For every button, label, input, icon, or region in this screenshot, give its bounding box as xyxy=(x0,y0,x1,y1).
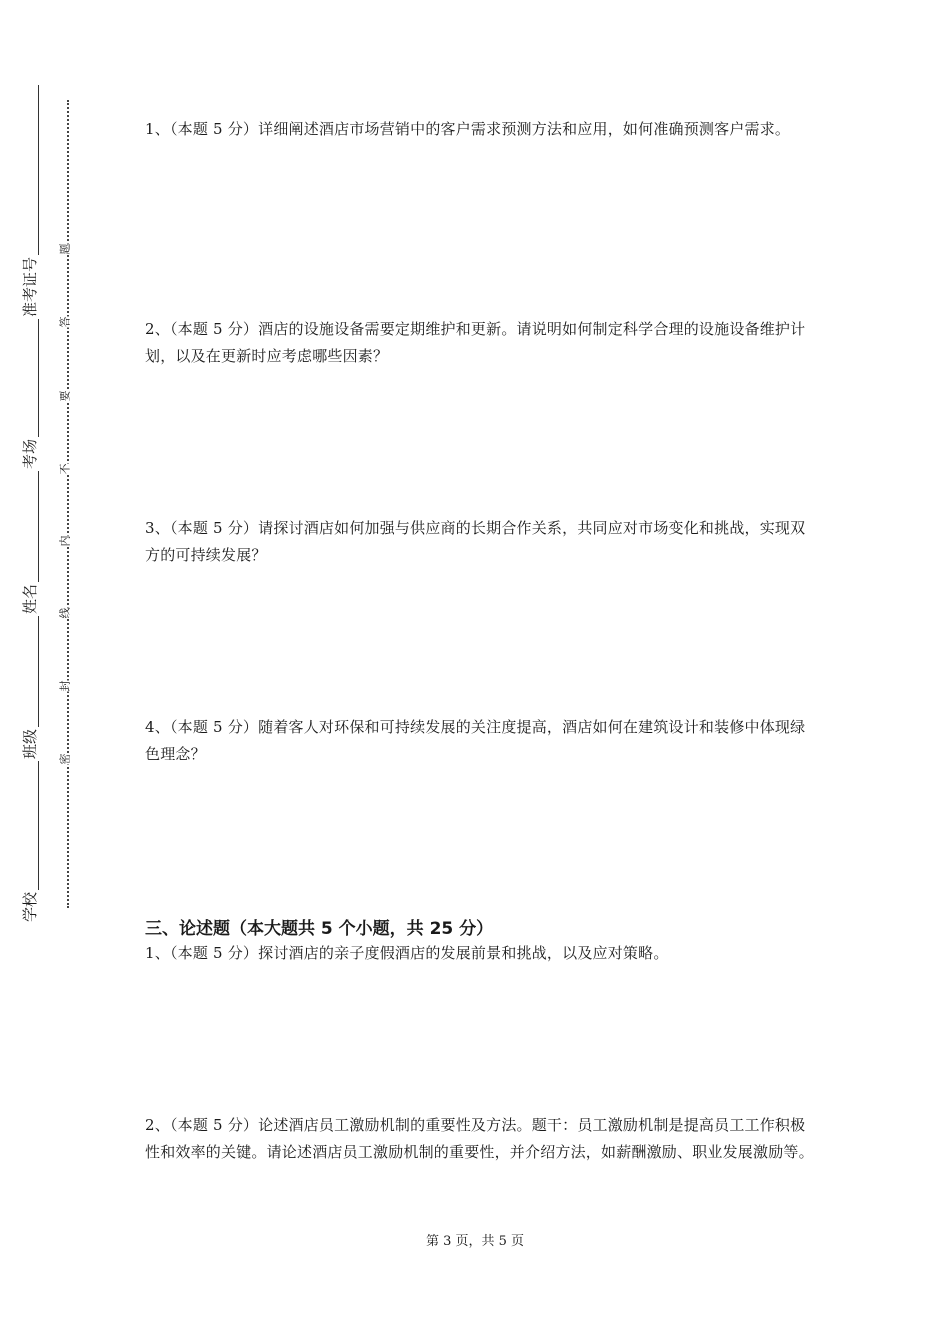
seal-char: 线 xyxy=(58,607,72,619)
label-school: 学校 xyxy=(21,891,40,923)
label-name: 姓名 xyxy=(21,583,40,615)
question-3-2: 2、（本题 5 分）论述酒店员工激励机制的重要性及方法。题干：员工激励机制是提高员工工作积极性和效率的关键。请论述酒店员工激励机制的重要性，并介绍方法，如薪酬激励、职业发展激励等。 xyxy=(145,1116,814,1161)
seal-char: 不 xyxy=(58,463,72,475)
section-title: 三、论述题（本大题共 5 个小题，共 25 分） xyxy=(145,919,494,939)
page-number: 第 3 页，共 5 页 xyxy=(425,1234,525,1249)
label-exam-room: 考场 xyxy=(21,438,40,470)
binding-margin xyxy=(0,0,90,1344)
binding-solid-line xyxy=(38,85,39,915)
label-class: 班级 xyxy=(21,728,40,760)
seal-char: 要 xyxy=(58,390,72,402)
seal-char: 答 xyxy=(58,316,72,328)
question-2-3: 3、（本题 5 分）请探讨酒店如何加强与供应商的长期合作关系，共同应对市场变化和挑战，实现双方的可持续发展？ xyxy=(145,519,806,564)
question-2-4: 4、（本题 5 分）随着客人对环保和可持续发展的关注度提高，酒店如何在建筑设计和装修中体现绿色理念？ xyxy=(145,718,806,763)
seal-char: 密 xyxy=(58,753,72,765)
label-exam-number: 准考证号 xyxy=(21,256,40,318)
binding-dotted-line xyxy=(67,100,69,908)
seal-char: 内 xyxy=(58,535,72,547)
question-3-1: 1、（本题 5 分）探讨酒店的亲子度假酒店的发展前景和挑战，以及应对策略。 xyxy=(145,944,669,962)
question-2-2: 2、（本题 5 分）酒店的设施设备需要定期维护和更新。请说明如何制定科学合理的设施设备维护计划，以及在更新时应考虑哪些因素？ xyxy=(145,320,806,365)
seal-char: 题 xyxy=(58,243,72,255)
seal-char: 封 xyxy=(58,680,72,692)
question-2-1: 1、（本题 5 分）详细阐述酒店市场营销中的客户需求预测方法和应用，如何准确预测客户需求。 xyxy=(145,120,791,138)
